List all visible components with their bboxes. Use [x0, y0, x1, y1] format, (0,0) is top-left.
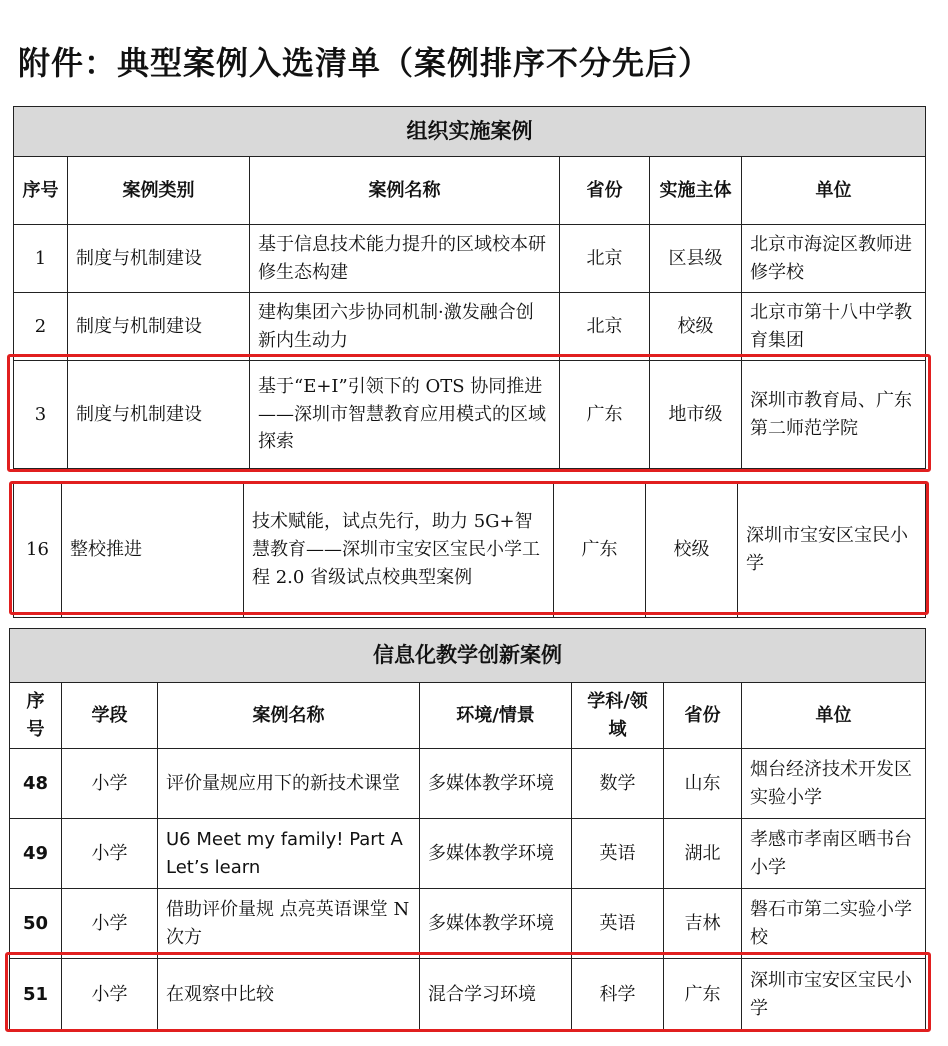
table-caption: 组织实施案例 [14, 107, 926, 157]
header-no: 序号 [10, 683, 62, 749]
header-stage: 学段 [62, 683, 158, 749]
header-province: 省份 [664, 683, 742, 749]
table-row: 51 小学 在观察中比较 混合学习环境 科学 广东 深圳市宝安区宝民小学 [10, 959, 926, 1031]
header-level: 实施主体 [650, 157, 742, 225]
header-subject: 学科/领域 [572, 683, 664, 749]
table-row: 49 小学 U6 Meet my family! Part A Let’s learn 多媒体教学环境 英语 湖北 孝感市孝南区晒书台小学 [10, 819, 926, 889]
highlight-box-row-3 [7, 354, 931, 472]
table-caption: 信息化教学创新案例 [10, 629, 926, 683]
page-title: 附件：典型案例入选清单（案例排序不分先后） [18, 44, 712, 82]
header-name: 案例名称 [250, 157, 560, 225]
table-row: 48 小学 评价量规应用下的新技术课堂 多媒体教学环境 数学 山东 烟台经济技术开发区实验小学 [10, 749, 926, 819]
table-row: 1 制度与机制建设 基于信息技术能力提升的区域校本研修生态构建 北京 区县级 北京市海淀区教师进修学校 [14, 225, 926, 293]
table-row: 3 制度与机制建设 基于“E+I”引领下的 OTS 协同推进——深圳市智慧教育应用模式的区域探索 广东 地市级 深圳市教育局、广东第二师范学院 [14, 361, 926, 469]
header-category: 案例类别 [68, 157, 250, 225]
header-name: 案例名称 [158, 683, 420, 749]
highlight-box-row-16 [9, 481, 929, 615]
header-unit: 单位 [742, 683, 926, 749]
table-row: 2 制度与机制建设 建构集团六步协同机制·激发融合创新内生动力 北京 校级 北京市第十八中学教育集团 [14, 293, 926, 361]
header-no: 序号 [14, 157, 68, 225]
table-row: 16 整校推进 技术赋能，试点先行，助力 5G+智慧教育——深圳市宝安区宝民小学工程 2.0 省级试点校典型案例 广东 校级 深圳市宝安区宝民小学 [14, 483, 926, 617]
header-environment: 环境/情景 [420, 683, 572, 749]
header-unit: 单位 [742, 157, 926, 225]
table-row: 50 小学 借助评价量规 点亮英语课堂 N 次方 多媒体教学环境 英语 吉林 磐石市第二实验小学校 [10, 889, 926, 959]
highlight-box-row-51 [5, 952, 931, 1032]
header-province: 省份 [560, 157, 650, 225]
